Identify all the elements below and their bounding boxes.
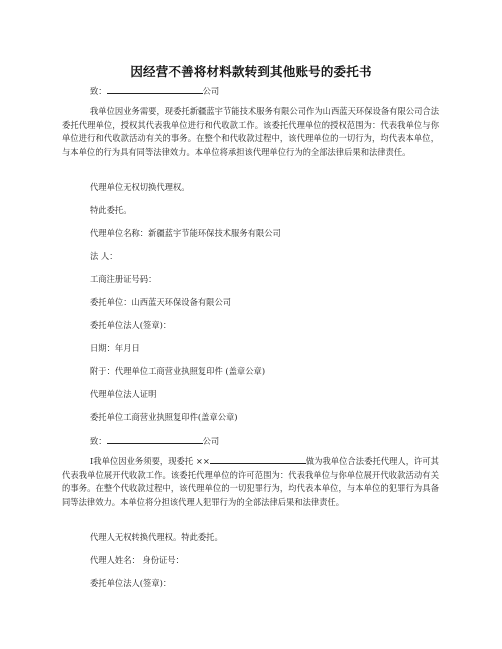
addressee-prefix: 致： xyxy=(90,86,107,96)
body-line: 代理人无权转换代理权。特此委托。 xyxy=(90,532,223,542)
addressee-prefix: 致： xyxy=(90,436,107,446)
agent-id-line: 代理人姓名： 身份证号： xyxy=(90,555,184,565)
paragraph-2-prefix: I我单位因业务须要，现委托 ×× xyxy=(90,456,210,466)
legal-person-line: 法 人： xyxy=(90,251,118,261)
addressee-suffix: 公司 xyxy=(202,436,220,446)
addressee-blank xyxy=(107,85,203,94)
registration-number-line: 工商注册证号码： xyxy=(90,274,157,284)
addressee-line-2 xyxy=(90,435,219,447)
paragraph-2-suffix: 做为我单位合法委托代理人，许可其代表我单位展开代收款工作。该委托代理单位的许可范围为：代表我单位与你单位展开代收款活动有关的事务。在整个代收款过程中，该代理单位的一切犯罪行为，均代表本单位，与本单位的犯罪行为具备同等法律效力。本单位将分担该代理人犯罪行为的全部法律后果和法律责任。 xyxy=(62,456,439,507)
date-line: 日期：年月日 xyxy=(90,343,140,353)
agent-blank xyxy=(210,455,306,464)
authorization-paragraph-1: 我单位因业务需要，现委托新疆蓝宇节能技术服务有限公司作为山西蓝天环保设备有限公司合法委托代理单位，授权其代表我单位进行和代收款工作。该委托代理单位的授权范围为：代表我单位与你单位进行和代收款活动有关的事务。在整个和代收款过程中，该代理单位的一切行为，均代表本单位，与本单位的行为具有同等法律效力。本单位将承担该代理单位行为的全部法律后果和法律责任。 xyxy=(62,106,439,157)
principal-signature-line: 委托单位法人(签章)： xyxy=(90,320,172,330)
body-line: 委托单位工商营业执照复印件(盖章公章) xyxy=(90,412,238,422)
body-line: 代理单位法人证明 xyxy=(90,389,157,399)
authorization-paragraph-2 xyxy=(62,455,439,509)
agent-name-line: 代理单位名称：新疆蓝宇节能环保技术服务有限公司 xyxy=(90,228,281,238)
body-line: 代理单位无权切换代理权。 xyxy=(90,182,190,192)
principal-signature-line: 委托单位法人(签章)： xyxy=(90,578,172,588)
addressee-line-1 xyxy=(90,85,219,97)
principal-unit-line: 委托单位：山西蓝天环保设备有限公司 xyxy=(90,297,232,307)
attachment-line: 附于：代理单位工商营业执照复印件 (盖章公章) xyxy=(90,366,266,376)
document-title: 因经营不善将材料款转到其他账号的委托书 xyxy=(130,64,372,79)
addressee-suffix: 公司 xyxy=(202,86,220,96)
addressee-blank xyxy=(107,435,203,444)
body-line: 特此委托。 xyxy=(90,205,132,215)
